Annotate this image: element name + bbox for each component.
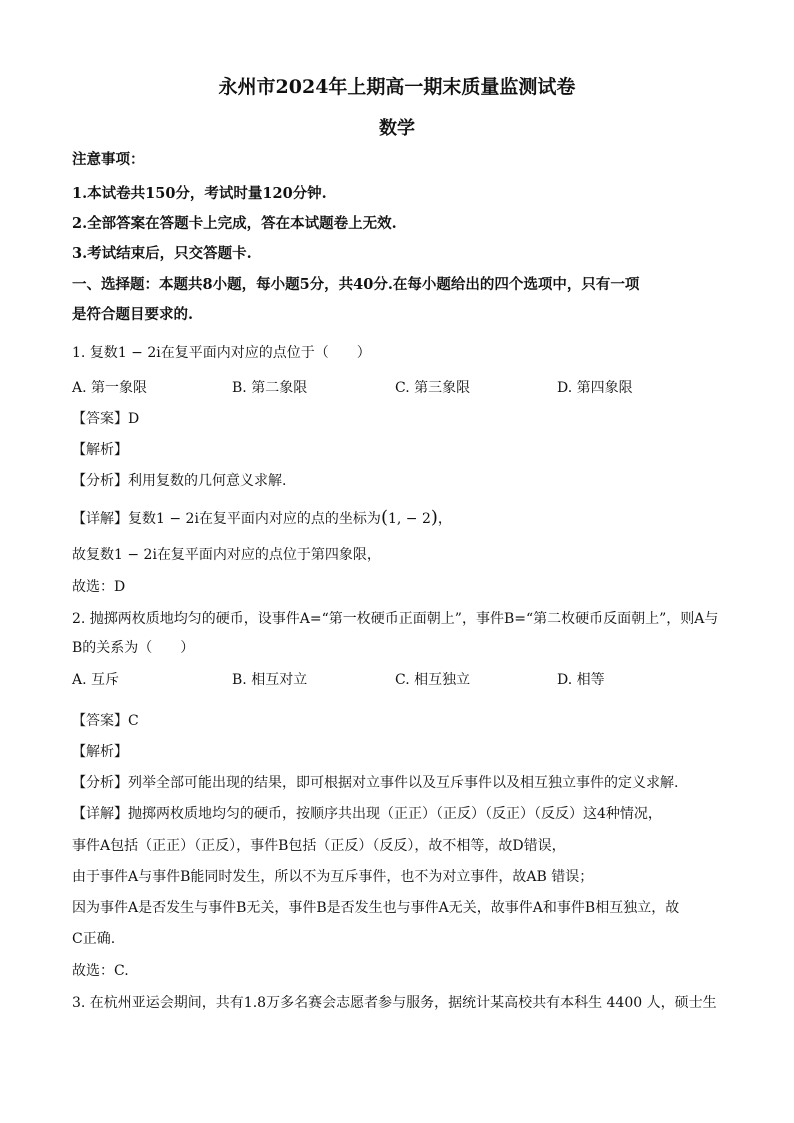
q2-xiangjie-line3: 由于事件A与事件B能同时发生，所以不为互斥事件，也不为对立事件，故AB 错误； bbox=[72, 869, 594, 885]
section-heading-line1: 一、选择题：本题共8小题，每小题5分，共40分.在每小题给出的四个选项中，只有一项 bbox=[72, 276, 640, 293]
question-2-stem-line1: 2. 抛掷两枚质地均匀的硬币，设事件A=“第一枚硬币正面朝上”，事件B=“第二枚硬币反面朝上”，则A与 bbox=[72, 611, 719, 627]
q1-choose: 故选：D bbox=[72, 579, 126, 595]
question-text: 在复平面内对应的点位于（ ） bbox=[160, 345, 371, 361]
xiangjie-text: 在复平面内对应的点位于第四象限， bbox=[156, 547, 381, 563]
q1-option-a: A. 第一象限 bbox=[72, 380, 148, 396]
question-1-stem bbox=[72, 343, 371, 363]
q2-option-b: B. 相互对立 bbox=[232, 672, 308, 688]
notice-item-3: 3.考试结束后，只交答题卡. bbox=[72, 245, 252, 262]
q1-xiangjie-line2 bbox=[72, 545, 381, 565]
q2-choose: 故选：C. bbox=[72, 963, 129, 979]
xiangjie-text: 在复平面内对应的点的坐标为 bbox=[198, 511, 381, 527]
fenxi-tag: 【分析】 bbox=[72, 775, 128, 791]
q1-option-b: B. 第二象限 bbox=[232, 380, 308, 396]
page-title: 永州市2024年上期高一期末质量监测试卷 bbox=[218, 76, 576, 98]
q2-option-c: C. 相互独立 bbox=[395, 672, 471, 688]
notice-heading: 注意事项： bbox=[72, 151, 145, 168]
section-heading-line2: 是符合题目要求的. bbox=[72, 306, 194, 323]
xiangjie-tag: 【详解】 bbox=[72, 806, 128, 822]
fenxi-text: 列举全部可能出现的结果，即可根据对立事件以及互斥事件以及相互独立事件的定义求解. bbox=[128, 775, 679, 791]
question-number: 1. bbox=[72, 345, 86, 361]
answer-tag: 【答案】 bbox=[72, 713, 128, 729]
q1-option-d: D. 第四象限 bbox=[557, 380, 633, 396]
q2-xiangjie-line1 bbox=[72, 804, 662, 824]
xiangjie-tag: 【详解】 bbox=[72, 511, 128, 527]
xiangjie-text: 故复数 bbox=[72, 547, 114, 563]
answer-value: D bbox=[128, 411, 140, 427]
answer-value: C bbox=[128, 713, 139, 729]
answer-tag: 【答案】 bbox=[72, 411, 128, 427]
question-text: 复数 bbox=[89, 345, 118, 361]
q2-option-d: D. 相等 bbox=[557, 672, 605, 688]
q1-fenxi bbox=[72, 471, 286, 491]
notice-item-1: 1.本试卷共150分，考试时量120分钟. bbox=[72, 185, 327, 202]
open-paren: ( bbox=[380, 507, 388, 528]
notice-item-2: 2.全部答案在答题卡上完成，答在本试题卷上无效. bbox=[72, 215, 397, 232]
math-expression: 1 − 2i bbox=[114, 547, 157, 563]
q1-answer bbox=[72, 409, 139, 429]
fenxi-tag: 【分析】 bbox=[72, 473, 128, 489]
q1-option-c: C. 第三象限 bbox=[395, 380, 471, 396]
q2-answer bbox=[72, 711, 139, 731]
q2-fenxi bbox=[72, 773, 678, 793]
xiangjie-text: 复数 bbox=[128, 511, 156, 527]
q2-xiangjie-line2: 事件A包括（正正）（正反），事件B包括（正反）（反反），故不相等，故D错误， bbox=[72, 838, 566, 854]
math-expression: 1 − 2i bbox=[117, 345, 161, 361]
q1-xiangjie-line1 bbox=[72, 508, 452, 529]
subject-title: 数学 bbox=[379, 118, 415, 139]
q2-option-a: A. 互斥 bbox=[72, 672, 120, 688]
fenxi-text: 利用复数的几何意义求解. bbox=[128, 473, 287, 489]
q2-xiangjie-line5: C正确. bbox=[72, 931, 116, 947]
math-expression: 1 − 2i bbox=[156, 511, 199, 527]
q1-analysis-tag: 【解析】 bbox=[72, 442, 128, 458]
question-2-stem-line2: B的关系为（ ） bbox=[72, 640, 195, 656]
xiangjie-text: ， bbox=[437, 511, 452, 527]
coordinate-expression: 1, − 2 bbox=[387, 511, 431, 527]
close-paren: ) bbox=[430, 507, 438, 528]
xiangjie-text: 抛掷两枚质地均匀的硬币，按顺序共出现（正正）（正反）（反正）（反反）这4种情况， bbox=[128, 806, 662, 822]
question-3-stem-line1: 3. 在杭州亚运会期间，共有1.8万多名赛会志愿者参与服务，据统计某高校共有本科生 4400 人，硕士生 bbox=[72, 995, 717, 1011]
q2-analysis-tag: 【解析】 bbox=[72, 744, 128, 760]
q2-xiangjie-line4: 因为事件A是否发生与事件B无关，事件B是否发生也与事件A无关，故事件A和事件B相互独立，故 bbox=[72, 900, 680, 916]
